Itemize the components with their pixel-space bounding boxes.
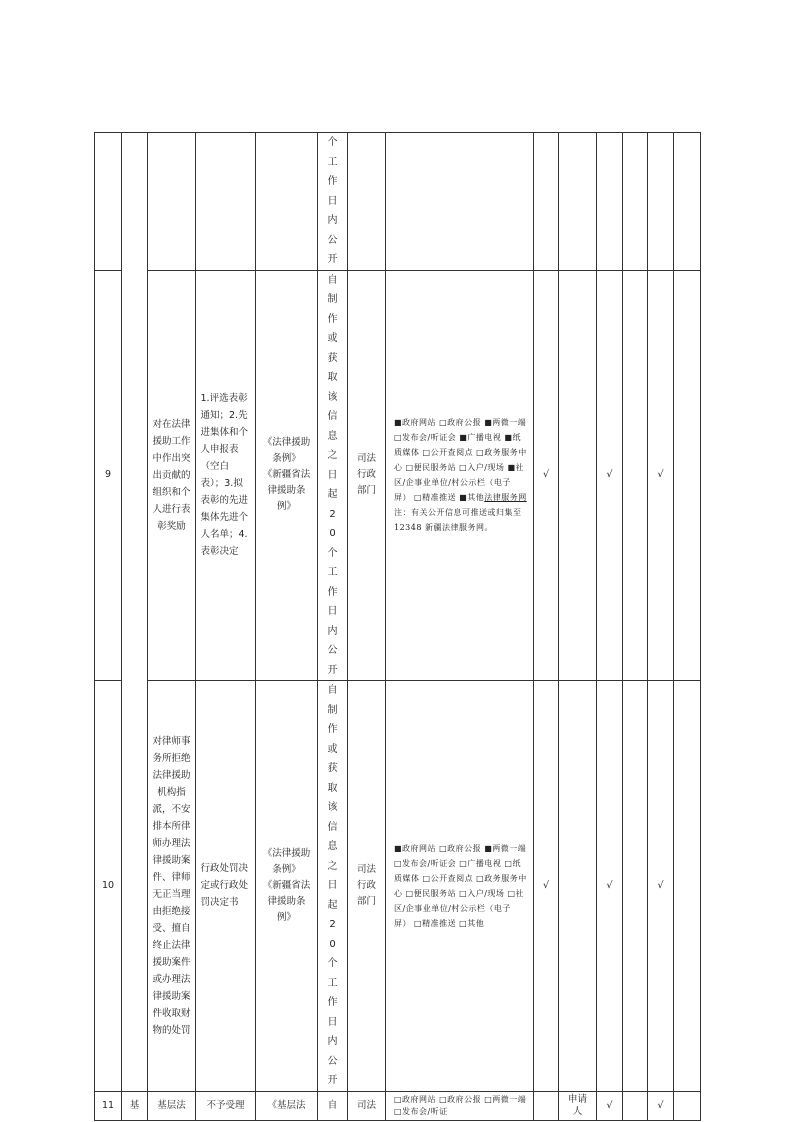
time-limit-cell [318,681,348,1092]
applicant-text: 申请人 [567,1093,587,1117]
time-limit-cell: 自 [318,1091,348,1120]
time-limit-cell [318,270,348,681]
mark-cell [674,270,701,681]
mark-cell [623,681,648,1092]
content-cell [196,133,256,271]
time-limit-cell [318,133,348,271]
time-limit-text: 自制作或获取该信息之日起20个工作日内公开 [327,685,338,1086]
mark-cell [534,133,559,271]
channels-link: 法律服务网 [484,493,527,503]
channels-text: □政府网站 □政府公报 □两微一端 □发布会/听证 [394,1094,527,1116]
applicant-cell [559,1091,597,1120]
mark-cell: √ [534,270,559,681]
table-row [95,1091,701,1120]
mark-cell [623,1091,648,1120]
category-cell: 基 [122,1091,148,1120]
channels-text: ■政府网站 □政府公报 ■两微一端 □发布会/听证会 □广播电视 □纸质媒体 □公开查阅点 □政务服务中心 □便民服务站 □入户/现场 □社区/企事业单位/村公示栏（电子屏） □精准推送 □其他 [394,843,527,928]
mark-cell [597,133,623,271]
channels-cell [386,1091,534,1120]
row-index: 9 [95,270,122,681]
mark-cell: √ [597,270,623,681]
content-text: 1.评选表彰通知；2.先进集体和个人申报表（空白表）；3.拟表彰的先进集体先进个人名单；4.表彰决定 [200,393,249,558]
subject-text: 司法行政部门 [356,453,376,497]
table-row [95,133,701,271]
basis-law-2: 《新疆省法律援助条例》 [262,879,311,923]
item-text: 对律师事务所拒绝法律援助机构指派，不安排本所律师办理法律援助案件、律师无正当理由拒绝接受、擅自终止法律援助案件或办理法律援助案件收取财物的处罚 [152,735,191,1036]
applicant-cell [559,681,597,1092]
mark-cell: √ [648,681,674,1092]
row-index: 11 [95,1091,122,1120]
subject-cell [348,681,386,1092]
mark-cell: √ [648,1091,674,1120]
channels-text: ■政府网站 □政府公报 ■两微一端 □发布会/听证会 ■广播电视 ■纸质媒体 □公开查阅点 □政务服务中心 □便民服务站 □入户/现场 ■社区/企事业单位/村公示栏（电子屏） □精准推送 ■其他 [394,418,527,503]
time-limit-text: 个工作日内公开 [327,137,338,265]
channels-cell [386,133,534,271]
item-cell [148,270,196,681]
mark-cell [674,681,701,1092]
mark-cell: √ [534,681,559,1092]
basis-cell [256,133,318,271]
content-cell [196,270,256,681]
category-cell [122,133,148,1092]
applicant-cell [559,133,597,271]
content-cell [196,681,256,1092]
item-cell: 基层法 [148,1091,196,1120]
content-text: 行政处罚决定或行政处罚决定书 [200,863,249,909]
item-cell [148,133,196,271]
applicant-cell [559,270,597,681]
table-row [95,270,701,681]
item-cell [148,681,196,1092]
content-cell: 不予受理 [196,1091,256,1120]
channels-cell [386,270,534,681]
table-row [95,681,701,1092]
disclosure-table [94,132,701,1121]
channels-note: 注：有关公开信息可推送或归集至 12348 新疆法律服务网。 [394,508,522,533]
time-limit-text: 自制作或获取该信息之日起20个工作日内公开 [327,274,338,676]
basis-law-1: 《法律援助条例》 [262,847,311,875]
basis-law-1: 《法律援助条例》 [262,437,311,465]
subject-cell: 司法 [348,1091,386,1120]
mark-cell [674,133,701,271]
subject-cell [348,270,386,681]
channels-cell [386,681,534,1092]
mark-cell: √ [597,1091,623,1120]
mark-cell [674,1091,701,1120]
mark-cell [534,1091,559,1120]
subject-cell [348,133,386,271]
basis-law-2: 《新疆省法律援助条例》 [262,469,311,513]
basis-cell [256,681,318,1092]
basis-cell [256,270,318,681]
mark-cell: √ [648,270,674,681]
item-text: 对在法律援助工作中作出突出贡献的组织和个人进行表彰奖励 [152,418,191,532]
row-index [95,133,122,271]
mark-cell: √ [597,681,623,1092]
row-index: 10 [95,681,122,1092]
mark-cell [623,270,648,681]
subject-text: 司法行政部门 [356,863,376,907]
basis-cell: 《基层法 [256,1091,318,1120]
mark-cell [623,133,648,271]
mark-cell [648,133,674,271]
